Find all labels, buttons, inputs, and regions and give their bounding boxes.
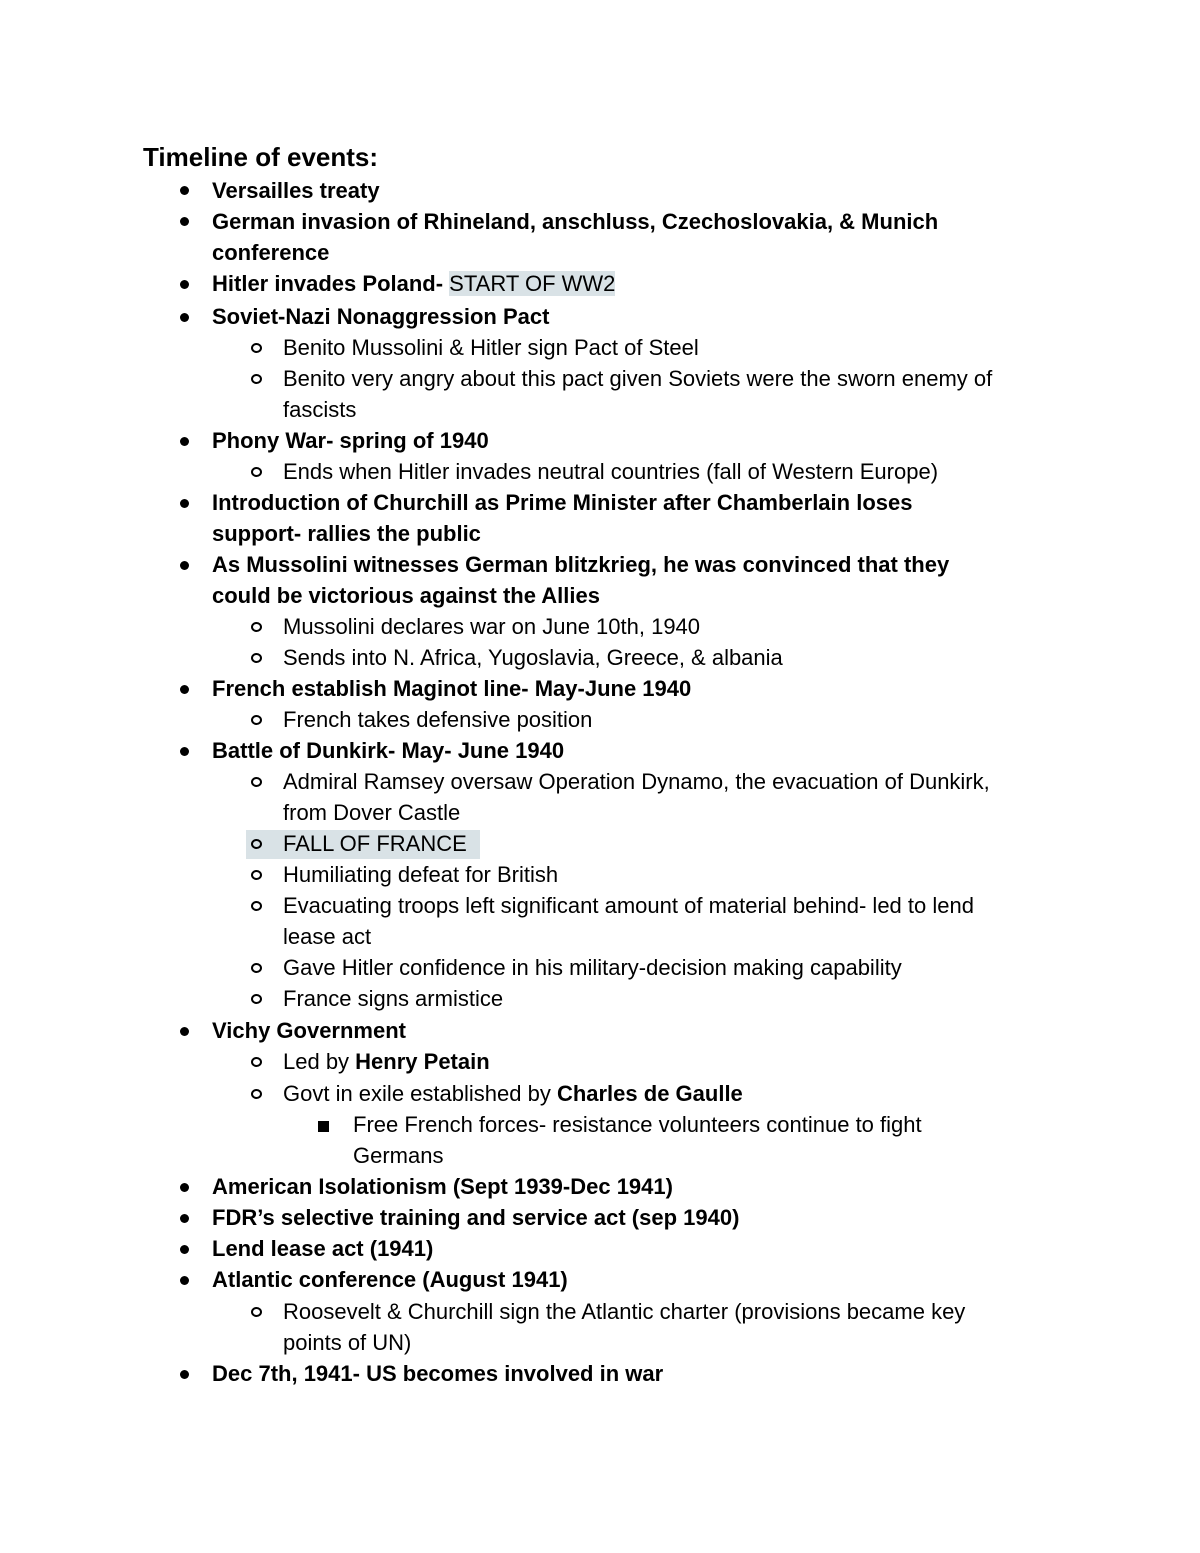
bullet-disc-icon bbox=[180, 1245, 189, 1254]
bullet-disc-icon bbox=[180, 280, 189, 289]
list-item-continued: could be victorious against the Allies bbox=[212, 583, 600, 608]
sub-list-item: Gave Hitler confidence in his military-decision making capability bbox=[283, 955, 902, 980]
list-item: Atlantic conference (August 1941) bbox=[212, 1267, 568, 1292]
sub-list-item-continued: fascists bbox=[283, 397, 357, 422]
sub-sub-list-item-continued: Germans bbox=[353, 1143, 444, 1168]
bullet-circle-icon bbox=[251, 467, 262, 477]
sub-list-item: Benito Mussolini & Hitler sign Pact of Steel bbox=[283, 335, 699, 360]
sub-list-item: France signs armistice bbox=[283, 986, 504, 1011]
sub-list-item: Ends when Hitler invades neutral countries (fall of Western Europe) bbox=[283, 459, 939, 484]
list-item: German invasion of Rhineland, anschluss, Czechoslovakia, & Munich bbox=[212, 209, 939, 234]
sub-list-item-text: Govt in exile established by bbox=[283, 1081, 557, 1106]
bullet-disc-icon bbox=[180, 1370, 189, 1379]
bullet-disc-icon bbox=[180, 747, 189, 756]
list-item: American Isolationism (Sept 1939-Dec 1941) bbox=[212, 1174, 673, 1199]
bullet-disc-icon bbox=[180, 437, 189, 446]
sub-list-item: Roosevelt & Churchill sign the Atlantic charter (provisions became key bbox=[283, 1299, 966, 1324]
list-item: Battle of Dunkirk- May- June 1940 bbox=[212, 738, 565, 763]
bullet-circle-icon bbox=[251, 374, 262, 384]
highlighted-text: START OF WW2 bbox=[449, 271, 616, 296]
list-item: Phony War- spring of 1940 bbox=[212, 428, 489, 453]
bullet-disc-icon bbox=[180, 1214, 189, 1223]
sub-list-item: Benito very angry about this pact given Soviets were the sworn enemy of bbox=[283, 366, 993, 391]
sub-list-item bbox=[283, 1046, 490, 1077]
sub-list-item bbox=[283, 1078, 743, 1109]
bullet-disc-icon bbox=[180, 186, 189, 195]
bullet-disc-icon bbox=[180, 685, 189, 694]
page-title: Timeline of events: bbox=[143, 142, 379, 172]
sub-list-item: Evacuating troops left significant amount of material behind- led to lend bbox=[283, 893, 974, 918]
list-item: Introduction of Churchill as Prime Minister after Chamberlain loses bbox=[212, 490, 913, 515]
sub-list-item: Sends into N. Africa, Yugoslavia, Greece, & albania bbox=[283, 645, 783, 670]
sub-list-item-continued: from Dover Castle bbox=[283, 800, 461, 825]
bullet-disc-icon bbox=[180, 561, 189, 570]
bullet-circle-icon bbox=[251, 1089, 262, 1099]
bullet-circle-icon bbox=[251, 870, 262, 880]
bullet-circle-icon bbox=[251, 994, 262, 1004]
list-item: Lend lease act (1941) bbox=[212, 1236, 434, 1261]
bullet-circle-icon bbox=[251, 1057, 262, 1067]
list-item: FDR’s selective training and service act (sep 1940) bbox=[212, 1205, 740, 1230]
bullet-circle-icon bbox=[251, 715, 262, 725]
bullet-circle-icon bbox=[251, 653, 262, 663]
bullet-disc-icon bbox=[180, 217, 189, 226]
bullet-circle-icon bbox=[251, 963, 262, 973]
list-item-text: Hitler invades Poland- bbox=[212, 271, 450, 296]
list-item-continued: support- rallies the public bbox=[212, 521, 481, 546]
list-item: French establish Maginot line- May-June 1940 bbox=[212, 676, 692, 701]
sub-list-item-highlighted: FALL OF FRANCE bbox=[283, 831, 467, 856]
bullet-circle-icon bbox=[251, 622, 262, 632]
bold-name: Charles de Gaulle bbox=[556, 1081, 743, 1106]
sub-list-item: Admiral Ramsey oversaw Operation Dynamo, the evacuation of Dunkirk, bbox=[283, 769, 990, 794]
bullet-circle-icon bbox=[251, 1307, 262, 1317]
bullet-disc-icon bbox=[180, 313, 189, 322]
list-item: Vichy Government bbox=[212, 1018, 406, 1043]
bullet-disc-icon bbox=[180, 1027, 189, 1036]
list-item: Dec 7th, 1941- US becomes involved in war bbox=[212, 1361, 664, 1386]
bullet-disc-icon bbox=[180, 1276, 189, 1285]
bullet-disc-icon bbox=[180, 499, 189, 508]
bullet-circle-icon bbox=[251, 839, 262, 849]
list-item: Soviet-Nazi Nonaggression Pact bbox=[212, 304, 550, 329]
bullet-square-icon bbox=[318, 1121, 329, 1132]
bullet-circle-icon bbox=[251, 343, 262, 353]
sub-sub-list-item: Free French forces- resistance volunteers continue to fight bbox=[353, 1112, 922, 1137]
sub-list-item-continued: lease act bbox=[283, 924, 372, 949]
list-item bbox=[212, 268, 615, 299]
bullet-disc-icon bbox=[180, 1183, 189, 1192]
list-item-continued: conference bbox=[212, 240, 330, 265]
sub-list-item: Mussolini declares war on June 10th, 1940 bbox=[283, 614, 701, 639]
list-item: As Mussolini witnesses German blitzkrieg, he was convinced that they bbox=[212, 552, 950, 577]
sub-list-item: Humiliating defeat for British bbox=[283, 862, 559, 887]
sub-list-item-continued: points of UN) bbox=[283, 1330, 412, 1355]
sub-list-item-text: Led by bbox=[283, 1049, 356, 1074]
bullet-circle-icon bbox=[251, 901, 262, 911]
bold-name: Henry Petain bbox=[355, 1049, 490, 1074]
list-item: Versailles treaty bbox=[212, 178, 380, 203]
sub-list-item: French takes defensive position bbox=[283, 707, 593, 732]
bullet-circle-icon bbox=[251, 777, 262, 787]
